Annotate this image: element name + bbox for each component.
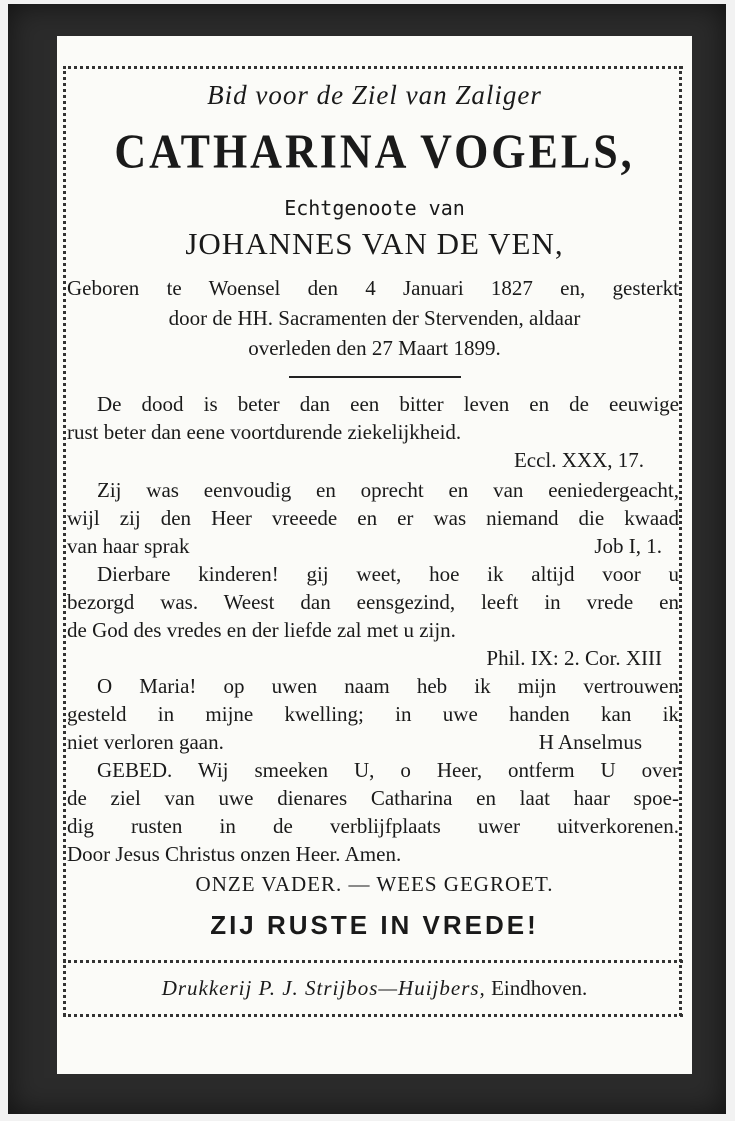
bio-line-2: door de HH. Sacramenten der Stervenden, aldaar [168,306,581,330]
printer-line [57,976,692,1001]
quote-1-reference: Eccl. XXX, 17. [513,448,644,472]
top-dotted-border [63,66,683,69]
quote-3-reference: Phil. IX: 2. Cor. XIII [486,646,662,670]
quote-2-line-2: wijl zij den Heer vreeede en er was niemand die kwaad [67,506,679,530]
quote-1-line-2: rust beter dan eene voortdurende ziekelijkheid. [67,420,462,444]
quote-4-line-2: gesteld in mijne kwelling; in uwe handen kan ik [67,702,679,726]
printer-city: Eindhoven. [491,976,588,1000]
heading: Bid voor de Ziel van Zaliger [207,80,542,110]
prayer-line-4: Door Jesus Christus onzen Heer. Amen. [67,842,402,866]
quote-2-line-3: van haar sprak [67,534,190,558]
memorial-card [57,36,692,1074]
bio-line-1: Geboren te Woensel den 4 Januari 1827 en, gesterkt [67,276,679,300]
prayer-line-1: GEBED. Wij smeeken U, o Heer, ontferm U over [97,758,679,782]
prayers-line: ONZE VADER. — WEES GEGROET. [195,872,554,896]
bio-line-3: overleden den 27 Maart 1899. [248,336,501,360]
rest-in-peace: ZIJ RUSTE IN VREDE! [210,910,539,940]
prayer-line-3: dig rusten in de verblijfplaats uwer uitverkorenen. [67,814,679,838]
quote-3-line-1: Dierbare kinderen! gij weet, hoe ik altijd voor u [97,562,679,586]
separator-rule [289,376,461,378]
quote-3-line-2: bezorgd was. Weest dan eensgezind, leeft in vrede en [67,590,679,614]
middle-dotted-border [63,960,683,963]
prayer-line-2: de ziel van uwe dienares Catharina en laat haar spoe- [67,786,679,810]
spouse-name: JOHANNES VAN DE VEN, [185,226,564,261]
quote-4-line-1: O Maria! op uwen naam heb ik mijn vertrouwen [97,674,679,698]
quote-4-line-3: niet verloren gaan. [67,730,224,754]
quote-4-reference: H Anselmus [538,730,642,754]
quote-2-reference: Job I, 1. [594,534,662,558]
quote-1-line-1: De dood is beter dan een bitter leven en de eeuwige [97,392,679,416]
quote-3-line-3: de God des vredes en der liefde zal met u zijn. [67,618,456,642]
bottom-dotted-border [63,1014,683,1017]
deceased-name: CATHARINA VOGELS, [114,124,635,179]
quote-2-line-1: Zij was eenvoudig en oprecht en van eeniedergeacht, [97,478,679,502]
printer-name: Drukkerij P. J. Strijbos—Huijbers, [161,976,486,1000]
spouse-prefix: Echtgenoote van [284,196,465,220]
